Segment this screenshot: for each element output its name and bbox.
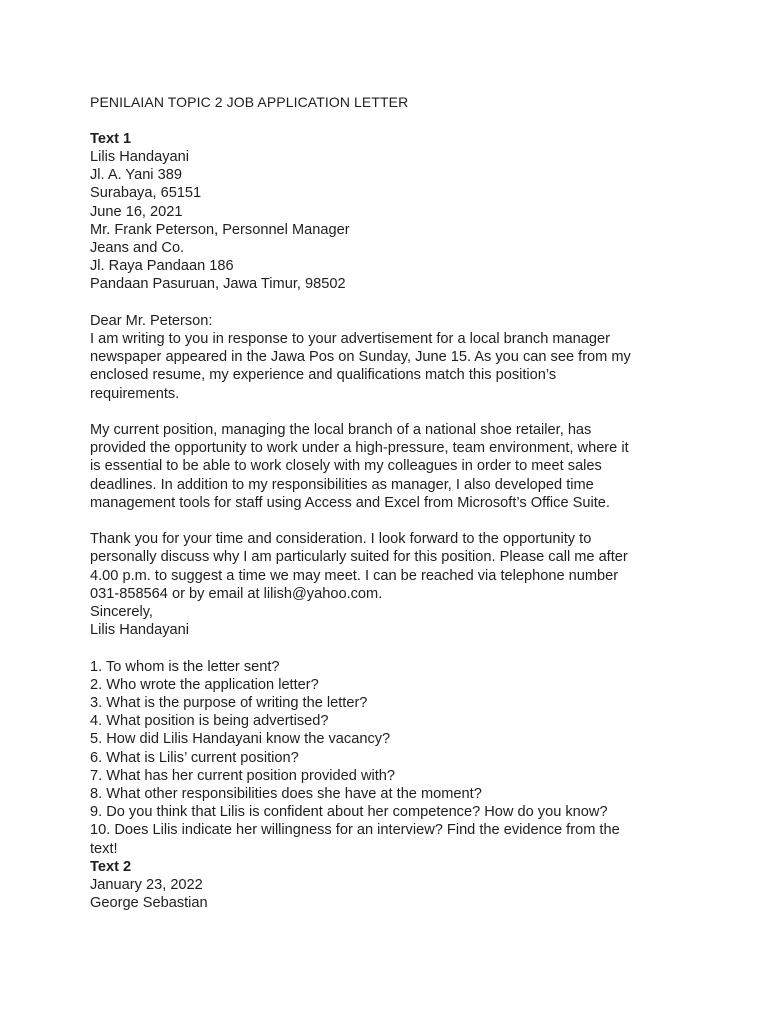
paragraph-line: is essential to be able to work closely with my colleagues in order to meet sales [90, 458, 602, 475]
paragraph-3 [90, 530, 690, 603]
text-2-name: George Sebastian [90, 895, 208, 912]
sender-address: Jl. A. Yani 389 [90, 167, 182, 184]
spacer [90, 639, 690, 657]
question-item: 5. How did Lilis Handayani know the vacancy? [90, 731, 391, 748]
question-item: 7. What has her current position provided with? [90, 767, 396, 784]
text-1-section [90, 130, 690, 640]
paragraph-line: 4.00 p.m. to suggest a time we may meet. I can be reached via telephone number [90, 567, 619, 584]
paragraph-line: management tools for staff using Access and Excel from Microsoft’s Office Suite. [90, 494, 610, 511]
text-2-heading: Text 2 [90, 858, 132, 875]
question-item: 10. Does Lilis indicate her willingness for an interview? Find the evidence from the [90, 822, 620, 839]
paragraph-line: newspaper appeared in the Jawa Pos on Sunday, June 15. As you can see from my [90, 349, 631, 366]
text-1-heading: Text 1 [90, 130, 132, 147]
document-page [90, 93, 690, 912]
paragraph-line: Thank you for your time and consideration. I look forward to the opportunity to [90, 531, 592, 548]
paragraph-line: My current position, managing the local branch of a national shoe retailer, has [90, 422, 592, 439]
paragraph-line: enclosed resume, my experience and qualifications match this position’s [90, 367, 557, 384]
recipient-city: Pandaan Pasuruan, Jawa Timur, 98502 [90, 276, 346, 293]
text-2-date: January 23, 2022 [90, 877, 203, 894]
paragraph-1 [90, 330, 690, 403]
sender-name: Lilis Handayani [90, 149, 189, 165]
paragraph-2 [90, 421, 690, 512]
letter-date: June 16, 2021 [90, 203, 183, 220]
paragraph-line: personally discuss why I am particularly suited for this position. Please call me after [90, 549, 628, 566]
question-item: 1. To whom is the letter sent? [90, 658, 280, 675]
question-item-continued: text! [90, 840, 118, 857]
question-item: 6. What is Lilis’ current position? [90, 749, 299, 766]
paragraph-line: provided the opportunity to work under a high-pressure, team environment, where it [90, 440, 629, 457]
closing: Sincerely, [90, 604, 153, 621]
spacer [90, 403, 690, 421]
question-item: 8. What other responsibilities does she have at the moment? [90, 786, 482, 803]
question-item: 9. Do you think that Lilis is confident about her competence? How do you know? [90, 804, 608, 821]
sender-city: Surabaya, 65151 [90, 185, 202, 202]
spacer [90, 294, 690, 312]
letter-header [90, 148, 690, 294]
salutation: Dear Mr. Peterson: [90, 312, 213, 329]
document-title: PENILAIAN TOPIC 2 JOB APPLICATION LETTER [90, 94, 409, 110]
paragraph-line: I am writing to you in response to your advertisement for a local branch manager [90, 331, 610, 348]
paragraph-line: 031-858564 or by email at lilish@yahoo.com. [90, 585, 383, 602]
question-item: 4. What position is being advertised? [90, 713, 329, 730]
question-item: 2. Who wrote the application letter? [90, 676, 319, 693]
spacer [90, 512, 690, 530]
paragraph-line: deadlines. In addition to my responsibilities as manager, I also developed time [90, 476, 594, 493]
recipient-address: Jl. Raya Pandaan 186 [90, 258, 234, 275]
question-list [90, 658, 690, 858]
paragraph-line: requirements. [90, 385, 180, 402]
signature: Lilis Handayani [90, 622, 189, 639]
text-2-section [90, 858, 690, 913]
recipient-company: Jeans and Co. [90, 240, 185, 257]
question-item: 3. What is the purpose of writing the letter? [90, 695, 368, 712]
recipient-name: Mr. Frank Peterson, Personnel Manager [90, 221, 350, 238]
